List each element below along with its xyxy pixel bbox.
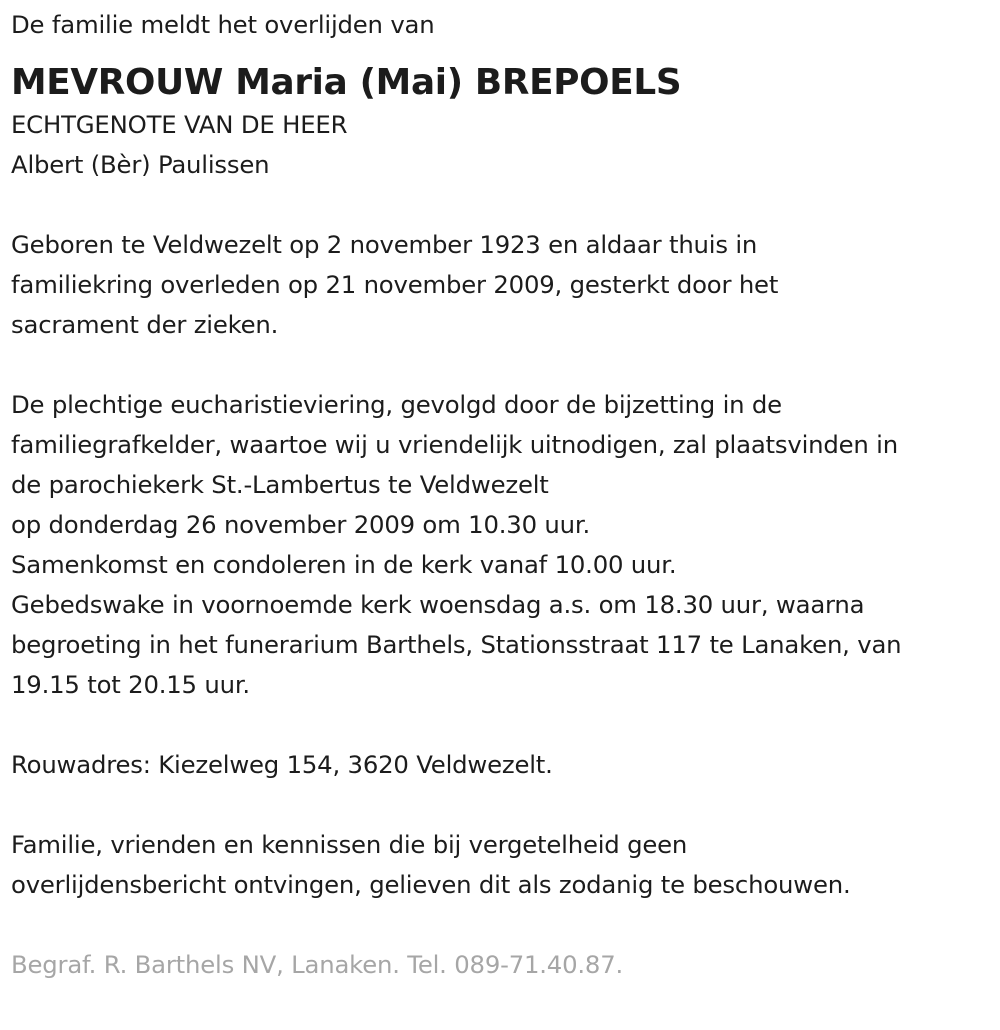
paragraph-line: De plechtige eucharistieviering, gevolgd door de bijzetting in de — [11, 390, 782, 419]
spouse-name: Albert (Bèr) Paulissen — [11, 150, 270, 179]
spacer — [11, 905, 1000, 945]
spacer — [11, 705, 1000, 745]
spacer — [11, 785, 1000, 825]
notice-paragraph — [11, 825, 1000, 905]
paragraph-line: familiegrafkelder, waartoe wij u vriendelijk uitnodigen, zal plaatsvinden in — [11, 430, 898, 459]
birth-death-paragraph — [11, 225, 1000, 345]
paragraph-line: op donderdag 26 november 2009 om 10.30 uur. — [11, 510, 590, 539]
spouse-title: ECHTGENOTE VAN DE HEER — [11, 110, 348, 139]
spacer — [11, 345, 1000, 385]
paragraph-line: overlijdensbericht ontvingen, gelieven dit als zodanig te beschouwen. — [11, 870, 851, 899]
spacer — [11, 185, 1000, 225]
paragraph-line: Geboren te Veldwezelt op 2 november 1923 en aldaar thuis in — [11, 230, 758, 259]
paragraph-line: begroeting in het funerarium Barthels, Stationsstraat 117 te Lanaken, van — [11, 630, 902, 659]
deceased-name: MEVROUW Maria (Mai) BREPOELS — [11, 62, 682, 103]
mourning-address: Rouwadres: Kiezelweg 154, 3620 Veldwezelt. — [11, 750, 553, 779]
paragraph-line: de parochiekerk St.-Lambertus te Veldwezelt — [11, 470, 549, 499]
paragraph-line: familiekring overleden op 21 november 2009, gesterkt door het — [11, 270, 779, 299]
paragraph-line: Familie, vrienden en kennissen die bij vergetelheid geen — [11, 830, 688, 859]
intro-text: De familie meldt het overlijden van — [11, 10, 435, 39]
paragraph-line: Gebedswake in voornoemde kerk woensdag a.s. om 18.30 uur, waarna — [11, 590, 865, 619]
paragraph-line: 19.15 tot 20.15 uur. — [11, 670, 250, 699]
paragraph-line: Samenkomst en condoleren in de kerk vanaf 10.00 uur. — [11, 550, 677, 579]
undertaker-footer: Begraf. R. Barthels NV, Lanaken. Tel. 089-71.40.87. — [11, 950, 624, 979]
ceremony-paragraph — [11, 385, 1000, 705]
paragraph-line: sacrament der zieken. — [11, 310, 279, 339]
